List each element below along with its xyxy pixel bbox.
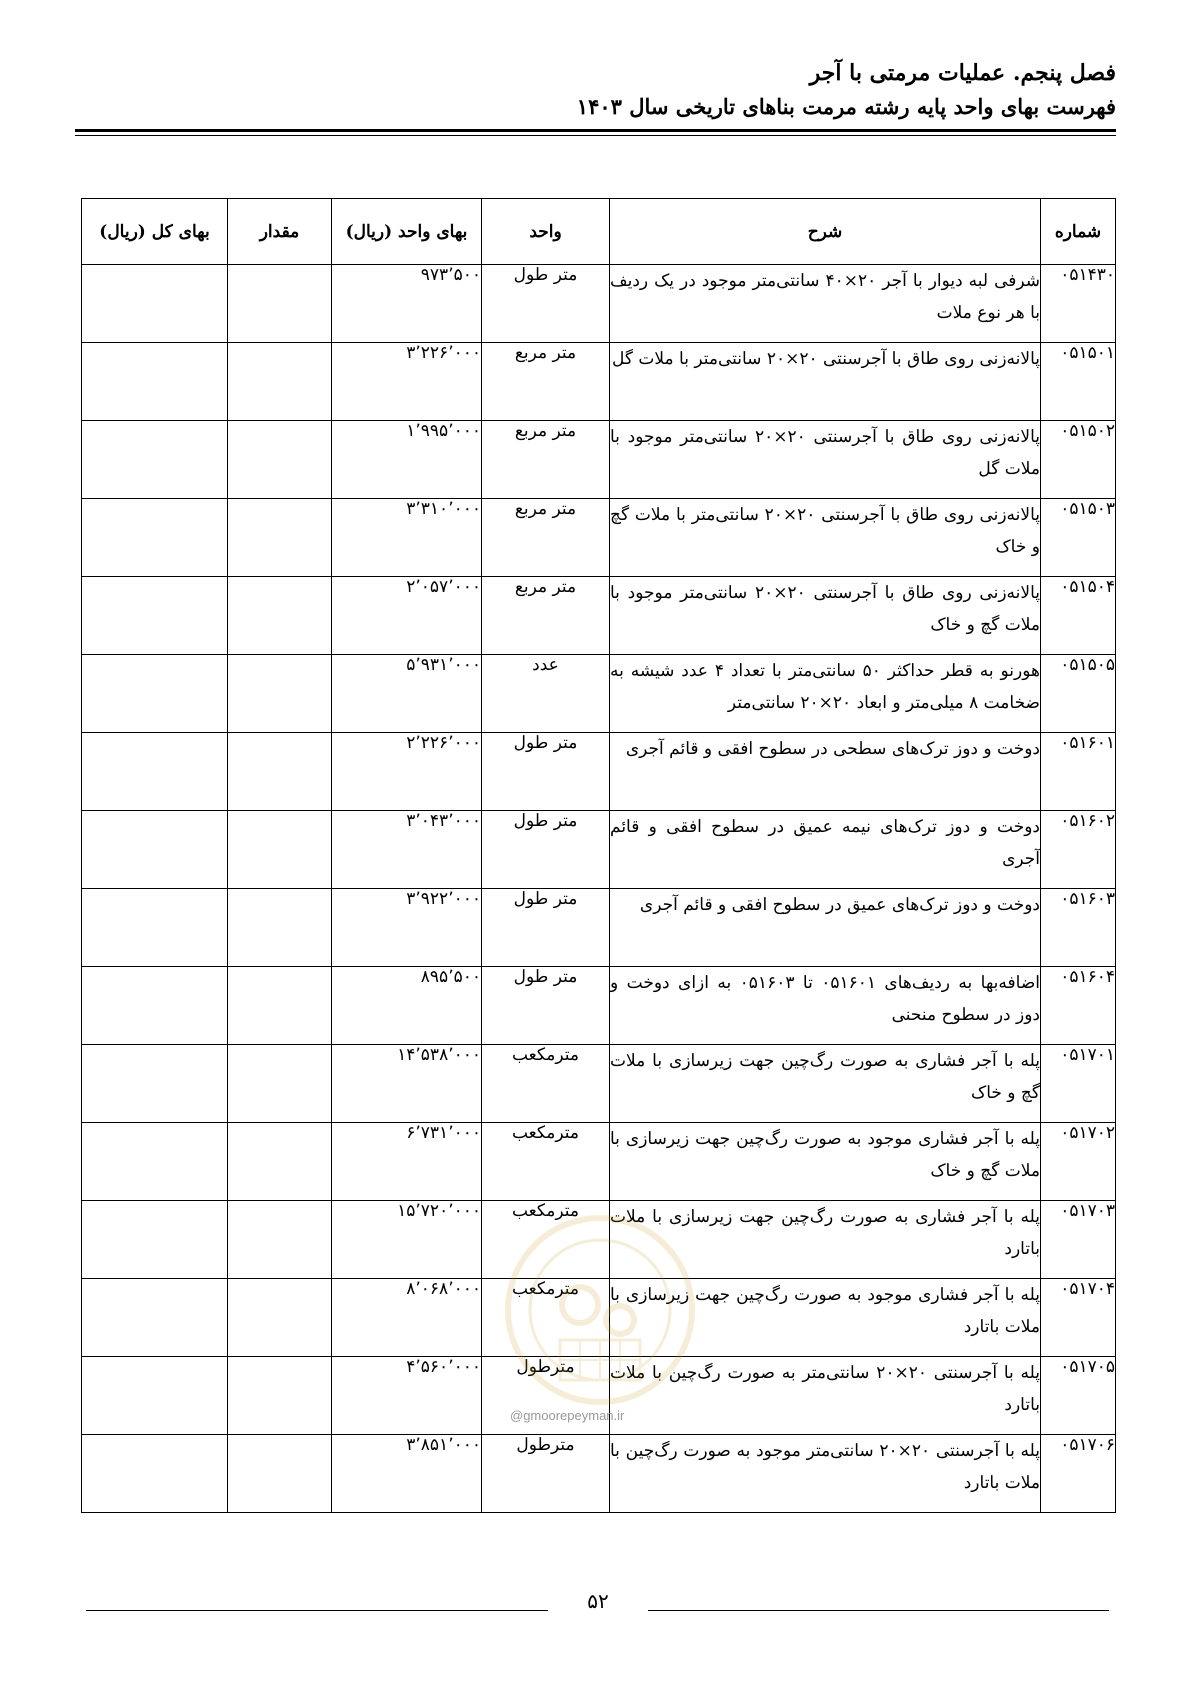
item-unit-cell: متر طول <box>482 733 610 811</box>
item-code-cell: ۰۵۱۷۰۱ <box>1041 1045 1116 1123</box>
item-code-cell: ۰۵۱۷۰۶ <box>1041 1435 1116 1513</box>
item-unit-price-cell: ۶٬۷۳۱٬۰۰۰ <box>332 1123 482 1201</box>
item-quantity-cell <box>228 343 332 421</box>
item-quantity-cell <box>228 421 332 499</box>
item-unit-price-cell: ۲٬۰۵۷٬۰۰۰ <box>332 577 482 655</box>
footer-rule-left <box>86 1610 548 1611</box>
item-code-cell: ۰۵۱۵۰۲ <box>1041 421 1116 499</box>
item-total-price-cell <box>82 1201 228 1279</box>
document-subtitle: فهرست بهای واحد پایه رشته مرمت بناهای تاریخی سال ۱۴۰۳ <box>576 94 1116 119</box>
item-code-cell: ۰۵۱۵۰۱ <box>1041 343 1116 421</box>
item-code-cell: ۰۵۱۵۰۵ <box>1041 655 1116 733</box>
item-description-cell: دوخت و دوز ترک‌های عمیق در سطوح افقی و قائم آجری <box>610 889 1041 967</box>
item-unit-cell: متر طول <box>482 967 610 1045</box>
item-unit-price-cell: ۹۷۳٬۵۰۰ <box>332 265 482 343</box>
table-row <box>82 889 1116 967</box>
page-header <box>75 56 1116 124</box>
item-code-cell: ۰۵۱۶۰۲ <box>1041 811 1116 889</box>
item-quantity-cell <box>228 1435 332 1513</box>
item-unit-price-cell: ۱۴٬۵۳۸٬۰۰۰ <box>332 1045 482 1123</box>
column-header-unit: واحد <box>482 199 610 265</box>
item-unit-cell: مترطول <box>482 1435 610 1513</box>
item-unit-price-cell: ۳٬۰۴۳٬۰۰۰ <box>332 811 482 889</box>
item-total-price-cell <box>82 967 228 1045</box>
item-description-cell: پالانه‌زنی روی طاق با آجرسنتی ۲۰×۲۰ سانتی‌متر موجود با ملات گل <box>610 421 1041 499</box>
item-unit-cell: متر طول <box>482 265 610 343</box>
table-row <box>82 1123 1116 1201</box>
item-total-price-cell <box>82 733 228 811</box>
item-unit-cell: مترمکعب <box>482 1123 610 1201</box>
column-header-code: شماره <box>1041 199 1116 265</box>
item-quantity-cell <box>228 1123 332 1201</box>
item-total-price-cell <box>82 811 228 889</box>
item-quantity-cell <box>228 1201 332 1279</box>
item-unit-cell: متر طول <box>482 811 610 889</box>
item-code-cell: ۰۵۱۶۰۳ <box>1041 889 1116 967</box>
item-quantity-cell <box>228 1357 332 1435</box>
table-row <box>82 811 1116 889</box>
item-code-cell: ۰۵۱۷۰۴ <box>1041 1279 1116 1357</box>
item-unit-cell: عدد <box>482 655 610 733</box>
item-unit-cell: متر مربع <box>482 343 610 421</box>
item-quantity-cell <box>228 1279 332 1357</box>
item-quantity-cell <box>228 733 332 811</box>
item-total-price-cell <box>82 499 228 577</box>
item-quantity-cell <box>228 1045 332 1123</box>
item-quantity-cell <box>228 967 332 1045</box>
item-unit-price-cell: ۲٬۲۲۶٬۰۰۰ <box>332 733 482 811</box>
item-unit-cell: مترمکعب <box>482 1201 610 1279</box>
item-code-cell: ۰۵۱۵۰۳ <box>1041 499 1116 577</box>
table-body <box>82 265 1116 1513</box>
item-unit-price-cell: ۸۹۵٬۵۰۰ <box>332 967 482 1045</box>
item-unit-price-cell: ۳٬۲۲۶٬۰۰۰ <box>332 343 482 421</box>
item-total-price-cell <box>82 889 228 967</box>
item-description-cell: اضافه‌بها به ردیف‌های ۰۵۱۶۰۱ تا ۰۵۱۶۰۳ به ازای دوخت و دوز در سطوح منحنی <box>610 967 1041 1045</box>
item-total-price-cell <box>82 655 228 733</box>
item-total-price-cell <box>82 1045 228 1123</box>
column-header-unit-price: بهای واحد (ریال) <box>332 199 482 265</box>
table-row <box>82 343 1116 421</box>
item-description-cell: پالانه‌زنی روی طاق با آجرسنتی ۲۰×۲۰ سانتی‌متر با ملات گل <box>610 343 1041 421</box>
item-description-cell: پله با آجرسنتی ۲۰×۲۰ سانتی‌متر موجود به صورت رگ‌چین با ملات باتارد <box>610 1435 1041 1513</box>
table-row <box>82 421 1116 499</box>
item-description-cell: دوخت و دوز ترک‌های نیمه عمیق در سطوح افقی و قائم آجری <box>610 811 1041 889</box>
item-quantity-cell <box>228 577 332 655</box>
item-unit-cell: متر مربع <box>482 421 610 499</box>
item-code-cell: ۰۵۱۷۰۲ <box>1041 1123 1116 1201</box>
item-quantity-cell <box>228 811 332 889</box>
item-total-price-cell <box>82 1279 228 1357</box>
item-total-price-cell <box>82 343 228 421</box>
item-unit-cell: مترطول <box>482 1357 610 1435</box>
item-unit-price-cell: ۵٬۹۳۱٬۰۰۰ <box>332 655 482 733</box>
item-quantity-cell <box>228 265 332 343</box>
item-code-cell: ۰۵۱۶۰۱ <box>1041 733 1116 811</box>
table-row <box>82 499 1116 577</box>
item-description-cell: پالانه‌زنی روی طاق با آجرسنتی ۲۰×۲۰ سانتی‌متر موجود با ملات گچ و خاک <box>610 577 1041 655</box>
item-code-cell: ۰۵۱۴۳۰ <box>1041 265 1116 343</box>
item-code-cell: ۰۵۱۷۰۵ <box>1041 1357 1116 1435</box>
item-description-cell: هورنو به قطر حداکثر ۵۰ سانتی‌متر با تعداد ۴ عدد شیشه به ضخامت ۸ میلی‌متر و ابعاد ۲۰×۲۰ سانتی‌متر <box>610 655 1041 733</box>
table-row <box>82 967 1116 1045</box>
item-unit-price-cell: ۳٬۸۵۱٬۰۰۰ <box>332 1435 482 1513</box>
item-description-cell: دوخت و دوز ترک‌های سطحی در سطوح افقی و قائم آجری <box>610 733 1041 811</box>
table-row <box>82 265 1116 343</box>
item-unit-price-cell: ۱٬۹۹۵٬۰۰۰ <box>332 421 482 499</box>
item-description-cell: شرفی لبه دیوار با آجر ۲۰×۴۰ سانتی‌متر موجود در یک ردیف با هر نوع ملات <box>610 265 1041 343</box>
item-unit-cell: متر مربع <box>482 577 610 655</box>
item-code-cell: ۰۵۱۵۰۴ <box>1041 577 1116 655</box>
item-unit-price-cell: ۸٬۰۶۸٬۰۰۰ <box>332 1279 482 1357</box>
item-total-price-cell <box>82 577 228 655</box>
item-total-price-cell <box>82 1123 228 1201</box>
header-rule-thick <box>75 129 1116 132</box>
item-unit-cell: مترمکعب <box>482 1279 610 1357</box>
table-row <box>82 655 1116 733</box>
table-row <box>82 1201 1116 1279</box>
footer-rule-right <box>648 1610 1109 1611</box>
item-code-cell: ۰۵۱۶۰۴ <box>1041 967 1116 1045</box>
item-unit-price-cell: ۱۵٬۷۲۰٬۰۰۰ <box>332 1201 482 1279</box>
item-description-cell: پالانه‌زنی روی طاق با آجرسنتی ۲۰×۲۰ سانتی‌متر با ملات گچ و خاک <box>610 499 1041 577</box>
item-total-price-cell <box>82 421 228 499</box>
item-unit-cell: متر طول <box>482 889 610 967</box>
item-quantity-cell <box>228 889 332 967</box>
watermark-text: @gmoorepeyman.ir <box>510 1408 625 1423</box>
item-unit-price-cell: ۳٬۳۱۰٬۰۰۰ <box>332 499 482 577</box>
item-total-price-cell <box>82 265 228 343</box>
item-description-cell: پله با آجر فشاری موجود به صورت رگ‌چین جهت زیرسازی با ملات گچ و خاک <box>610 1123 1041 1201</box>
item-unit-cell: متر مربع <box>482 499 610 577</box>
table-row <box>82 577 1116 655</box>
page-number: ۵۲ <box>587 1589 609 1613</box>
table-row <box>82 1435 1116 1513</box>
item-total-price-cell <box>82 1435 228 1513</box>
price-table <box>81 198 1116 1513</box>
item-code-cell: ۰۵۱۷۰۳ <box>1041 1201 1116 1279</box>
table-row <box>82 1279 1116 1357</box>
item-quantity-cell <box>228 499 332 577</box>
column-header-total-price: بهای کل (ریال) <box>82 199 228 265</box>
item-unit-cell: مترمکعب <box>482 1045 610 1123</box>
item-unit-price-cell: ۴٬۵۶۰٬۰۰۰ <box>332 1357 482 1435</box>
table-row <box>82 733 1116 811</box>
chapter-title: فصل پنجم. عملیات مرمتی با آجر <box>809 60 1116 86</box>
header-rule-thin <box>75 135 1116 136</box>
item-description-cell: پله با آجر فشاری به صورت رگ‌چین جهت زیرسازی با ملات باتارد <box>610 1201 1041 1279</box>
item-total-price-cell <box>82 1357 228 1435</box>
table-row <box>82 1045 1116 1123</box>
table-header-row <box>82 199 1116 265</box>
column-header-quantity: مقدار <box>228 199 332 265</box>
item-unit-price-cell: ۳٬۹۲۲٬۰۰۰ <box>332 889 482 967</box>
item-quantity-cell <box>228 655 332 733</box>
item-description-cell: پله با آجر فشاری موجود به صورت رگ‌چین جهت زیرسازی با ملات باتارد <box>610 1279 1041 1357</box>
item-description-cell: پله با آجر فشاری به صورت رگ‌چین جهت زیرسازی با ملات گچ و خاک <box>610 1045 1041 1123</box>
item-description-cell: پله با آجرسنتی ۲۰×۲۰ سانتی‌متر به صورت رگ‌چین با ملات باتارد <box>610 1357 1041 1435</box>
column-header-description: شرح <box>610 199 1041 265</box>
